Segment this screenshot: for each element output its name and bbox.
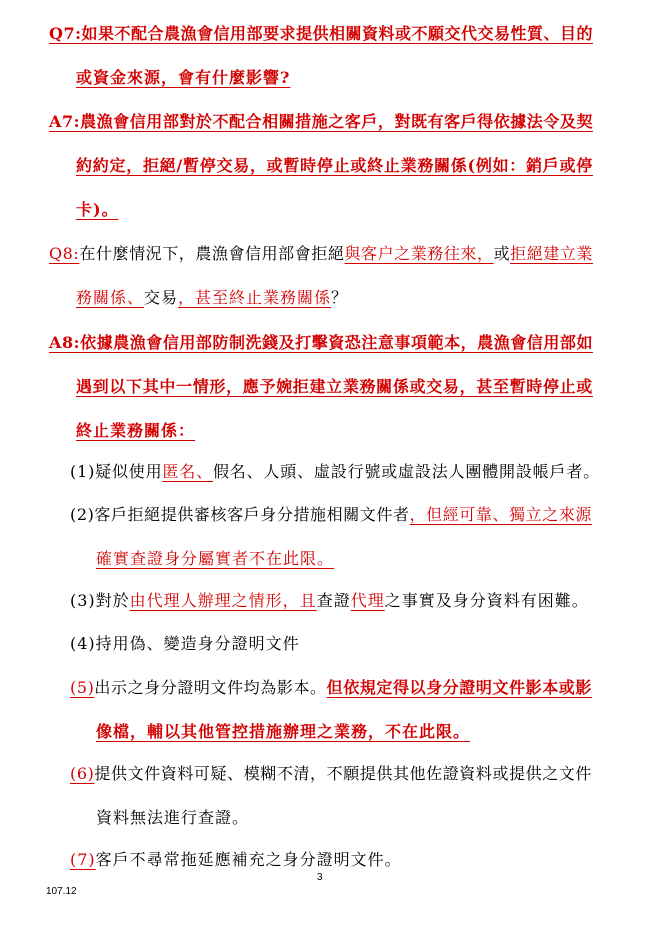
text-line <box>49 23 593 45</box>
text-segment: 拒絕建立業 <box>510 244 593 263</box>
text-segment: Q7:如果不配合農漁會信用部要求提供相關資料或不願交代交易性質、目的 <box>49 24 593 43</box>
text-segment: 終止業務關係： <box>76 421 196 440</box>
text-line <box>76 67 290 89</box>
text-segment: 出示之身分證明文件均為影本。 <box>94 678 327 697</box>
text-line <box>76 199 119 221</box>
text-segment: 查證 <box>316 591 351 610</box>
text-segment: 假名、人頭、虛設行號或虛設法人團體開設帳戶者。 <box>212 462 600 481</box>
text-segment: 與客户之業務往來， <box>344 244 494 263</box>
text-segment: 但依規定得以身分證明文件影本或影 <box>326 678 592 697</box>
text-segment: 客戶不尋常拖延應補充之身分證明文件。 <box>95 850 402 869</box>
text-segment: A8:依據農漁會信用部防制洗錢及打擊資恐注意事項範本，農漁會信用部如 <box>49 333 593 352</box>
text-segment: 交易 <box>144 288 179 307</box>
text-line <box>70 590 589 612</box>
text-line <box>96 548 334 570</box>
text-segment: (2)客戶拒絕提供審核客戶身分措施相關文件者 <box>70 505 410 524</box>
text-segment: 務關係、 <box>76 288 145 307</box>
text-segment: 資料無法進行查證。 <box>96 808 250 827</box>
text-segment: 遇到以下其中一情形，應予婉拒建立業務關係或交易，甚至暫時停止或 <box>76 377 593 396</box>
text-line <box>76 287 348 309</box>
text-line <box>76 376 593 398</box>
text-segment: ？ <box>331 288 349 307</box>
text-segment: (5) <box>70 678 95 697</box>
text-segment: (3)對於 <box>70 591 130 610</box>
page-number: 3 <box>317 872 323 883</box>
text-line <box>49 111 593 133</box>
text-line <box>96 807 249 829</box>
text-segment: ，但經可靠、獨立之來源 <box>409 505 592 524</box>
text-segment: 或資金來源，會有什麼影響? <box>76 68 291 87</box>
text-segment: (6) <box>70 764 95 783</box>
text-segment: 代理 <box>350 591 385 610</box>
text-segment: 或 <box>493 244 511 263</box>
text-segment: 確實查證身分屬實者不在此限。 <box>96 549 335 568</box>
text-line <box>70 763 592 785</box>
text-line <box>70 677 592 699</box>
text-line <box>76 155 593 177</box>
text-segment: 約約定，拒絕/暫停交易，或暫時停止或終止業務關係(例如：銷戶或停 <box>76 156 593 175</box>
text-segment: (1)疑似使用 <box>70 462 163 481</box>
text-segment: 匿名、 <box>162 462 213 481</box>
text-segment: 卡)。 <box>76 200 119 219</box>
text-segment: 由代理人辦理之情形，且 <box>129 591 317 610</box>
text-segment: 在什麼情況下，農漁會信用部會拒絕 <box>79 244 345 263</box>
text-line <box>70 504 592 526</box>
text-segment: 像檔，輔以其他管控措施辦理之業務，不在此限。 <box>96 722 471 741</box>
text-line <box>76 420 195 442</box>
text-segment: A7:農漁會信用部對於不配合相關措施之客戶，對既有客戶得依據法令及契 <box>49 112 593 131</box>
text-segment: ，甚至終止業務關係 <box>178 288 332 307</box>
text-segment: 之事實及身分資料有困難。 <box>384 591 589 610</box>
version-code: 107.12 <box>46 886 77 897</box>
text-line <box>96 721 470 743</box>
text-line <box>70 849 402 871</box>
text-segment: (4)持用偽、變造身分證明文件 <box>70 634 300 653</box>
text-line <box>49 243 593 265</box>
text-line <box>49 332 593 354</box>
text-line <box>70 461 600 483</box>
text-segment: 提供文件資料可疑、模糊不清，不願提供其他佐證資料或提供之文件 <box>94 764 592 783</box>
text-line <box>70 633 300 655</box>
text-segment: Q8: <box>49 244 80 263</box>
text-segment: (7) <box>70 850 96 869</box>
